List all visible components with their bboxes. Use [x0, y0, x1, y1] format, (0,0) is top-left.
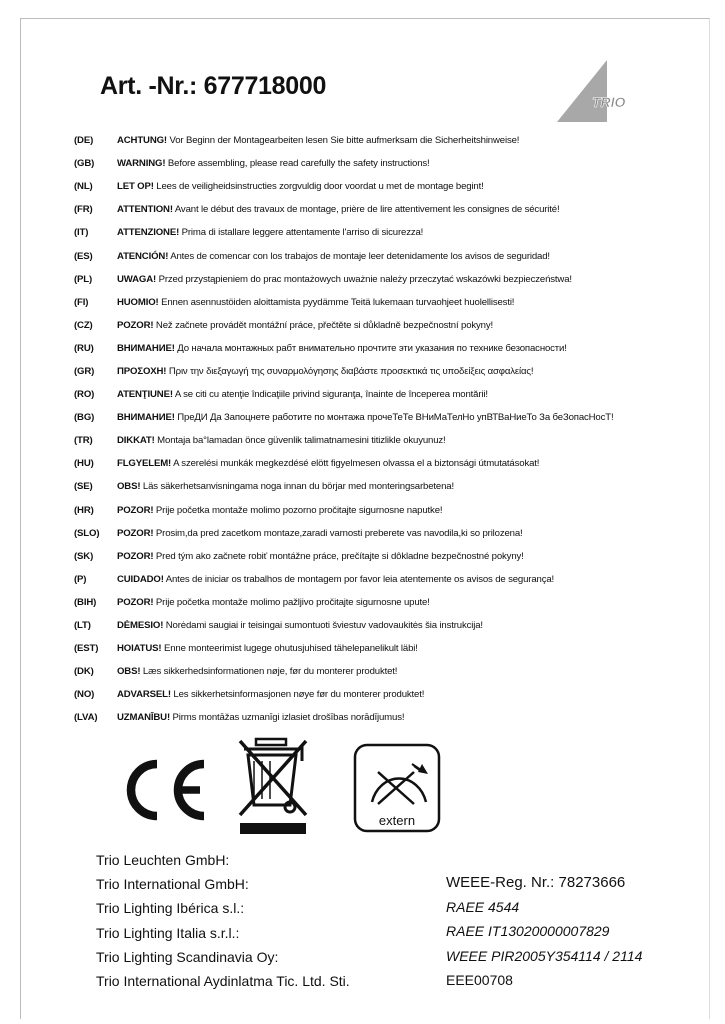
warning-row [74, 406, 674, 429]
raee-registration-number: RAEE 4544 [446, 899, 520, 916]
language-code: (FR) [74, 204, 93, 216]
warning-row [74, 291, 674, 314]
warning-row [74, 475, 674, 498]
extern-mounting-icon [352, 742, 442, 834]
warning-keyword: POZOR! [117, 550, 154, 562]
warning-row [74, 383, 674, 406]
warning-keyword: WARNING! [117, 158, 166, 170]
warning-keyword: DIKKAT! [117, 435, 155, 447]
warning-text: Enne monteerimist lugege ohutusjuhised tähelepanelikult läbi! [161, 643, 418, 655]
warning-text: Než začnete provádět montážní práce, přečtěte si důkladně bezpečnostní pokyny! [153, 319, 494, 331]
warning-text: Prosim,da pred zacetkom montaze,zaradi varnosti preberete vas navodila,ki so prilozena! [153, 527, 523, 539]
language-code: (LT) [74, 620, 91, 632]
warning-keyword: ADVARSEL! [117, 689, 171, 701]
warning-keyword: POZOR! [117, 319, 154, 331]
warning-text: До начала монтажных рабт внимательно прочтите эти указания по технике безопасности! [174, 342, 567, 354]
warning-text: Norėdami saugiai ir teisingai sumontuoti šviestuv vadovaukitės šia instrukcija! [163, 620, 483, 632]
warning-text: Antes de iniciar os trabalhos de montagem por favor leia atentemente os avisos de segurança! [163, 573, 555, 585]
company-name: Trio Lighting Scandinavia Oy: [96, 948, 279, 965]
eee-registration-number: EEE00708 [446, 971, 513, 988]
warning-row [74, 706, 674, 729]
warning-keyword: OBS! [117, 666, 141, 678]
language-code: (HR) [74, 504, 94, 516]
extern-label: extern [378, 813, 416, 828]
company-name: Trio Lighting Italia s.r.l.: [96, 924, 240, 941]
warning-row [74, 337, 674, 360]
warning-text: Les sikkerhetsinformasjonen nøye før du monterer produktet! [170, 689, 425, 701]
warning-keyword: ATTENZIONE! [117, 227, 180, 239]
warning-keyword: UWAGA! [117, 273, 157, 285]
warning-row [74, 198, 674, 221]
warning-text: Before assembling, please read carefully the safety instructions! [165, 158, 430, 170]
warning-keyword: DĖMESIO! [117, 620, 164, 632]
language-code: (CZ) [74, 319, 93, 331]
warning-row [74, 314, 674, 337]
language-code: (BIH) [74, 596, 97, 608]
warning-keyword: ACHTUNG! [117, 135, 167, 147]
warning-row [74, 244, 674, 267]
language-code: (GB) [74, 158, 95, 170]
language-code: (RO) [74, 389, 95, 401]
article-number: Art. -Nr.: 677718000 [100, 72, 327, 100]
warning-keyword: UZMANĪBU! [117, 712, 171, 724]
warning-text: Vor Beginn der Montagearbeiten lesen Sie bitte aufmerksam die Sicherheitshinweise! [166, 135, 520, 147]
language-code: (FI) [74, 296, 89, 308]
warning-row [74, 268, 674, 291]
warning-keyword: FLGYELEM! [117, 458, 172, 470]
warning-text: Przed przystąpieniem do prac montażowych uważnie należy przeczytać wskazówki bezpieczeństwa! [156, 273, 572, 285]
warning-text: Prima di istallare leggere attentamente l'arriso di sicurezza! [179, 227, 424, 239]
language-code: (RU) [74, 342, 94, 354]
language-code: (LVA) [74, 712, 98, 724]
language-code: (BG) [74, 412, 95, 424]
registration-list [446, 871, 642, 992]
warning-keyword: ATENCIÓN! [117, 250, 169, 262]
language-code: (NO) [74, 689, 95, 701]
language-code: (DE) [74, 135, 94, 147]
warning-row [74, 568, 674, 591]
company-list [96, 848, 350, 993]
language-code: (EST) [74, 643, 99, 655]
warning-keyword: POZOR! [117, 596, 154, 608]
warning-keyword: LET OP! [117, 181, 154, 193]
warning-row [74, 614, 674, 637]
warning-text: Pred tým ako začnete robiť montážne práce, prečítajte si dôkladne bezpečnostné pokyny! [153, 550, 524, 562]
warning-text: Prije početka montaže molimo pozorno pročitajte sigurnosne naputke! [153, 504, 443, 516]
warning-text: Läs säkerhetsanvisningama noga innan du börjar med monteringsarbetena! [140, 481, 454, 493]
raee-it-registration-number: RAEE IT13020000007829 [446, 923, 610, 940]
warning-text: Læs sikkerhedsinformationen nøje, før du monterer produktet! [140, 666, 398, 678]
company-name: Trio International GmbH: [96, 876, 249, 893]
warning-row [74, 591, 674, 614]
language-code: (DK) [74, 666, 94, 678]
trio-logo-icon [555, 58, 637, 124]
warning-text: Lees de veiligheidsinstructies zorgvuldig door voordat u met de montage begint! [153, 181, 484, 193]
warning-keyword: OBS! [117, 481, 141, 493]
warning-keyword: ΠΡΟΣΟΧΗ! [117, 365, 167, 377]
warning-row [74, 522, 674, 545]
company-name: Trio International Aydinlatma Tic. Ltd. Sti. [96, 972, 350, 989]
language-code: (TR) [74, 435, 93, 447]
safety-warnings-list [74, 129, 674, 729]
warning-keyword: HOIATUS! [117, 643, 162, 655]
warning-row [74, 360, 674, 383]
crossed-out-wheelie-bin-icon [234, 737, 314, 837]
language-code: (SE) [74, 481, 93, 493]
warning-text: Pirms montāžas uzmanīgi izlasiet drošības norādījumus! [170, 712, 405, 724]
language-code: (SLO) [74, 527, 100, 539]
warning-row [74, 221, 674, 244]
warning-keyword: ВНИМАНИЕ! [117, 412, 175, 424]
warning-keyword: ATENŢIUNE! [117, 389, 173, 401]
warning-row [74, 499, 674, 522]
weee-registration-number: WEEE-Reg. Nr.: 78273666 [446, 874, 626, 891]
warning-text: A se citi cu atenţie îndicaţiile privind siguranţa, înainte de începerea montării! [172, 389, 488, 401]
warning-text: Ennen asennustöiden aloittamista pyydämme Teitä lukemaan turvaohjeet huolellisesti! [158, 296, 515, 308]
warning-keyword: ВНИМАНИЕ! [117, 342, 175, 354]
warning-row [74, 545, 674, 568]
warning-text: A szerelési munkák megkezdésé elött figyelmesen olvassa el a biztonsági útmutatásokat! [171, 458, 540, 470]
warning-row [74, 637, 674, 660]
language-code: (SK) [74, 550, 94, 562]
language-code: (IT) [74, 227, 89, 239]
warning-row [74, 175, 674, 198]
warning-text: ПреДИ Да Запоцнете работите по монтажа прочеТеТе ВНиМаТелНо упВТВаНиеТо За беЗопасНосТ! [174, 412, 614, 424]
company-name: Trio Leuchten GmbH: [96, 852, 230, 868]
warning-row [74, 452, 674, 475]
warning-keyword: HUOMIO! [117, 296, 159, 308]
language-code: (ES) [74, 250, 93, 262]
company-name: Trio Lighting Ibérica s.l.: [96, 900, 245, 917]
warning-keyword: ATTENTION! [117, 204, 173, 216]
language-code: (P) [74, 573, 87, 585]
language-code: (GR) [74, 365, 95, 377]
weee-pir-registration-number: WEEE PIR2005Y354114 / 2114 [446, 947, 643, 964]
warning-text: Prije početka montaže molimo pažljivo pročitajte sigurnosne upute! [153, 596, 430, 608]
warning-text: Montaja ba°lamadan önce güvenlik talimatnamesini titizlikle okuyunuz! [154, 435, 446, 447]
warning-keyword: CUIDADO! [117, 573, 164, 585]
warning-text: Πριν την διεξαγωγή της συναρμολόγησης διαβάστε προσεκτικά τις υποδείξεις ασφαλείας! [166, 365, 534, 377]
logo-text: TRIO [592, 94, 626, 110]
warning-row [74, 129, 674, 152]
language-code: (NL) [74, 181, 93, 193]
warning-row [74, 683, 674, 706]
warning-row [74, 429, 674, 452]
warning-row [74, 660, 674, 683]
ce-mark-icon [118, 752, 212, 828]
warning-keyword: POZOR! [117, 504, 154, 516]
warning-keyword: POZOR! [117, 527, 154, 539]
language-code: (PL) [74, 273, 93, 285]
warning-row [74, 152, 674, 175]
warning-text: Antes de comencar con los trabajos de montaje leer detenidamente los avisos de seguridad! [168, 250, 550, 262]
warning-text: Avant le début des travaux de montage, prière de lire attentivement les consignes de sécurité! [172, 204, 560, 216]
language-code: (HU) [74, 458, 94, 470]
